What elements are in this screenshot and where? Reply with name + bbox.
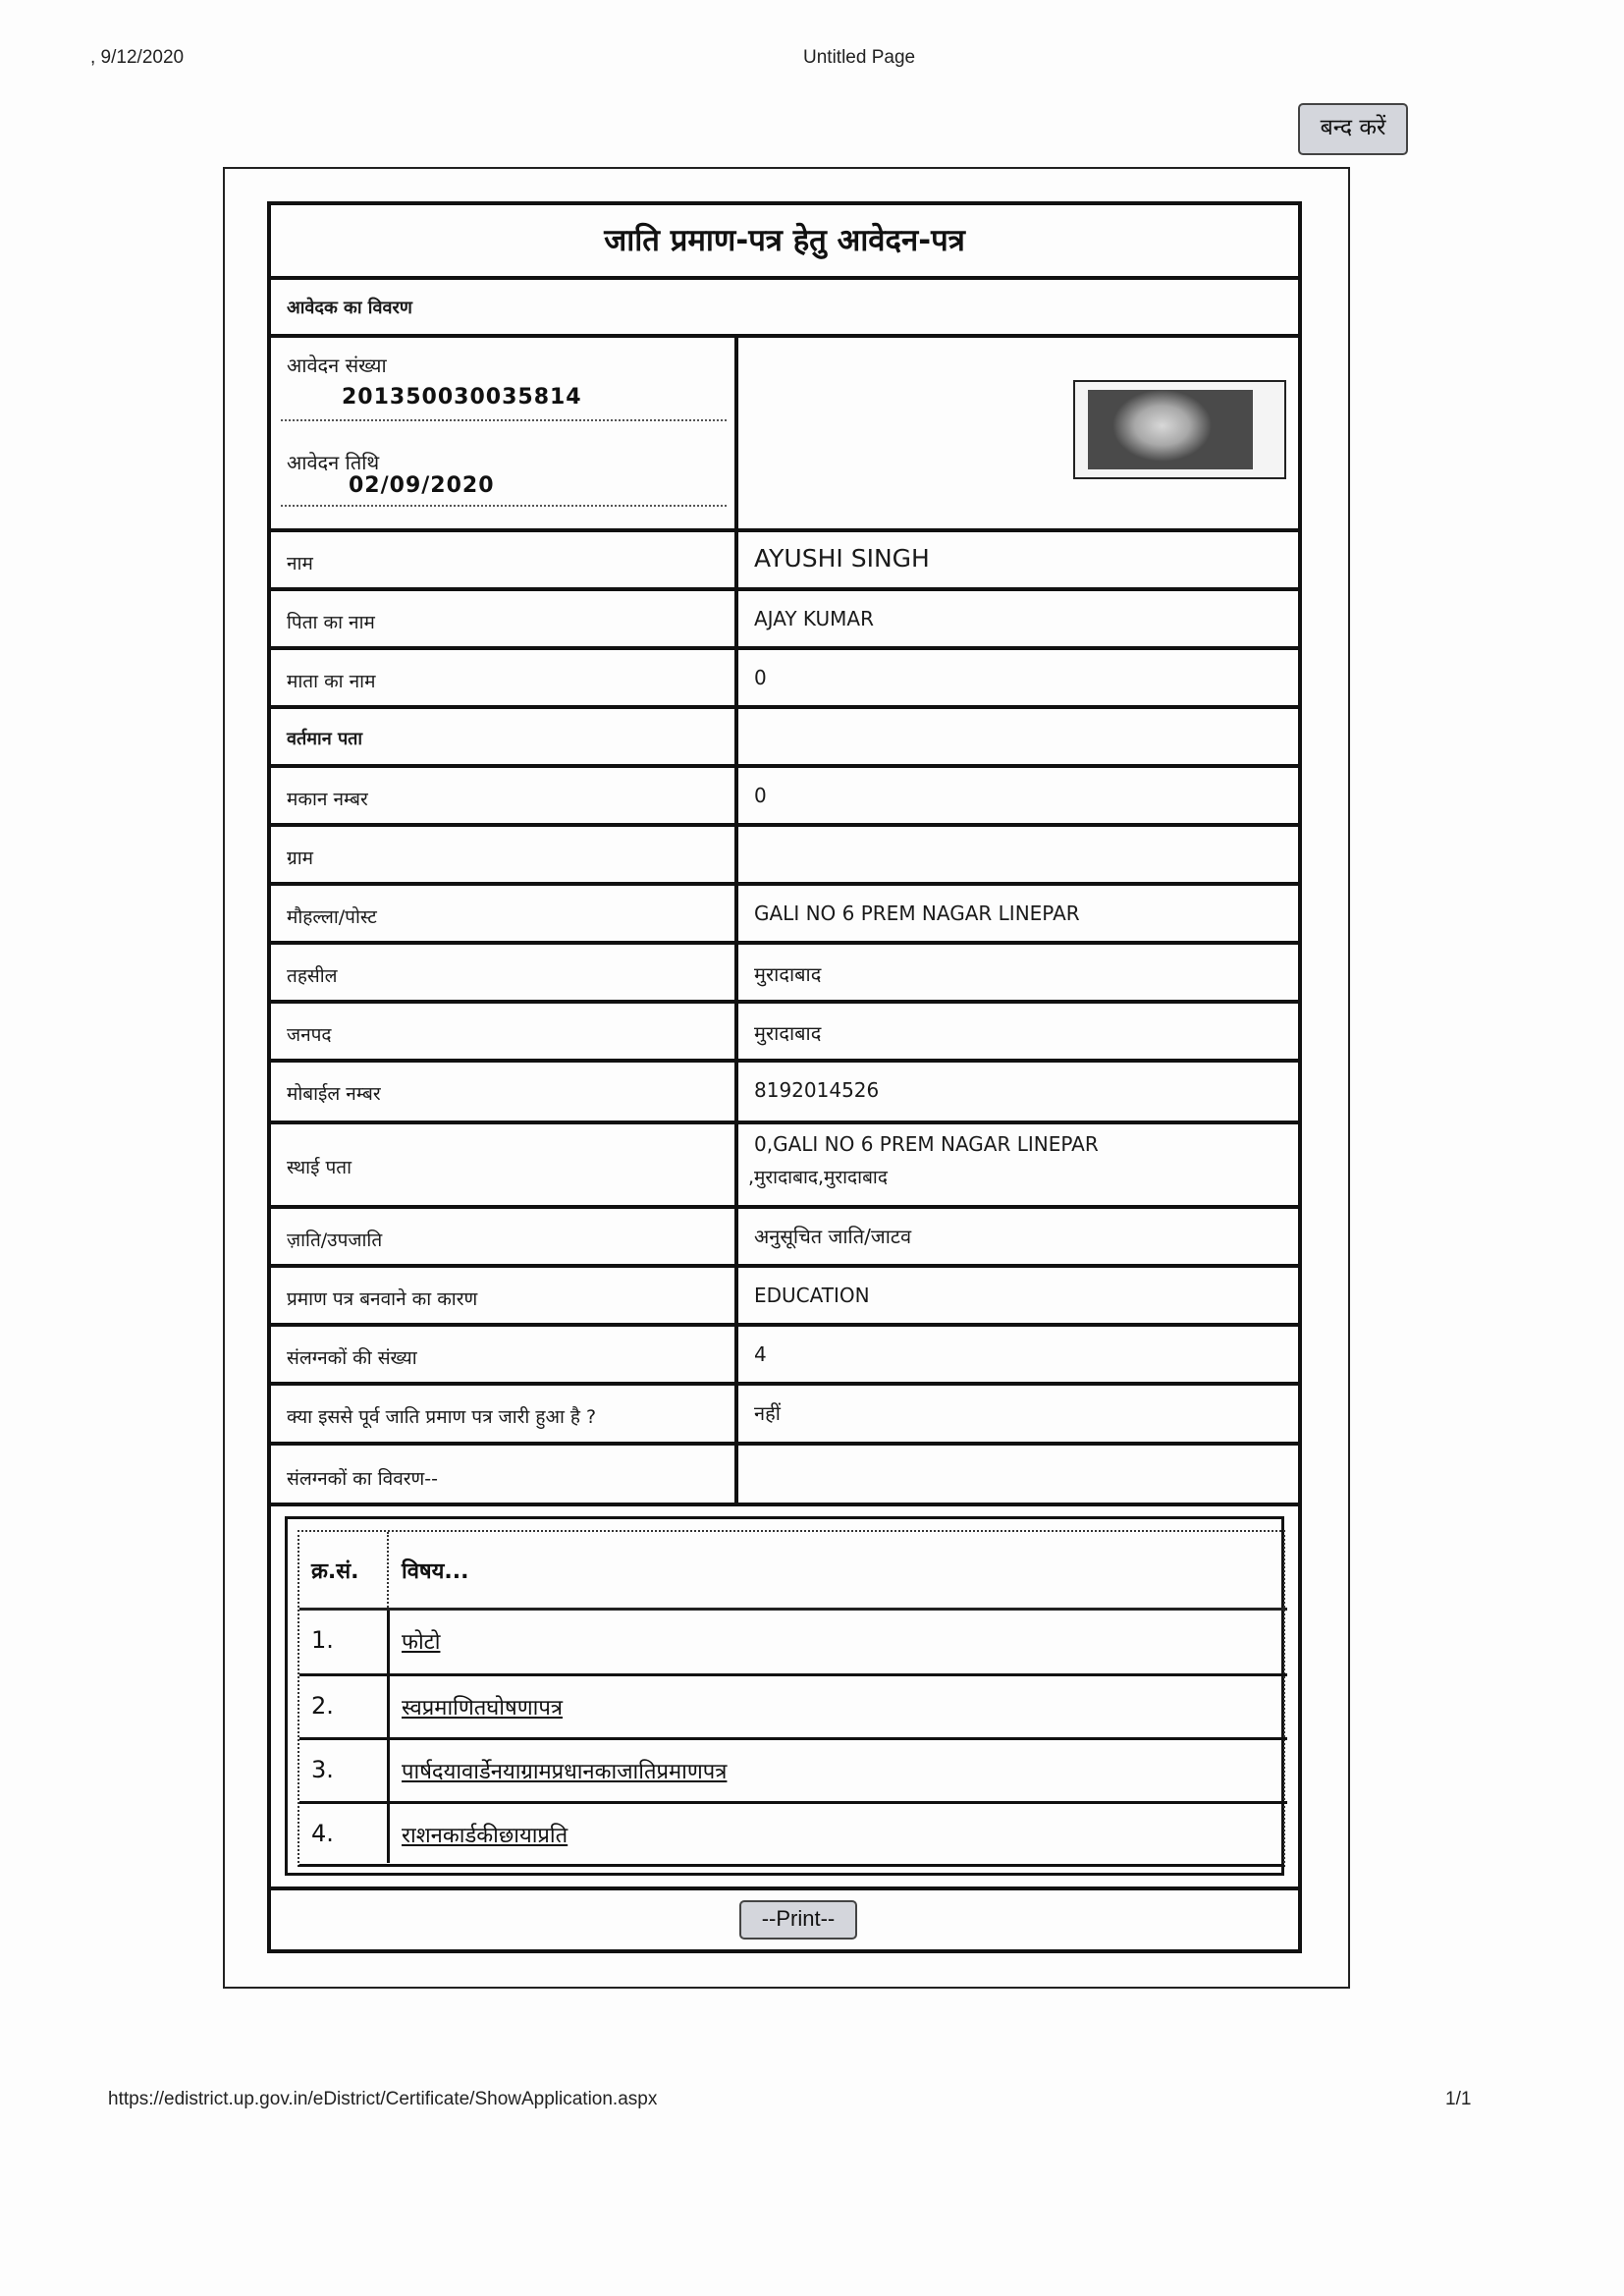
column-divider xyxy=(734,1264,738,1323)
attachment-link[interactable]: स्वप्रमाणितघोषणापत्र xyxy=(402,1696,563,1721)
attachment-number: 3. xyxy=(311,1756,334,1783)
column-divider xyxy=(387,1740,390,1801)
field-value: नहीं xyxy=(754,1401,781,1425)
field-value: 0 xyxy=(754,666,767,689)
column-divider xyxy=(734,587,738,646)
field-label: प्रमाण पत्र बनवाने का कारण xyxy=(287,1288,478,1310)
field-label: मौहल्ला/पोस्ट xyxy=(287,906,377,928)
form-title: जाति प्रमाण-पत्र हेतु आवेदन-पत्र xyxy=(604,223,965,258)
field-label: पिता का नाम xyxy=(287,612,375,633)
field-row-house-number xyxy=(267,764,1302,823)
field-row-mobile xyxy=(267,1059,1302,1121)
field-value-line2: ,मुरादाबाद,मुरादाबाद xyxy=(748,1167,888,1188)
page-count: 1/1 xyxy=(1445,2089,1472,2109)
field-row-village xyxy=(267,823,1302,882)
field-row-reason xyxy=(267,1264,1302,1323)
attachment-row xyxy=(299,1608,1287,1673)
field-label: ज़ाति/उपजाति xyxy=(287,1230,383,1251)
attachment-row xyxy=(299,1801,1287,1863)
print-date: , 9/12/2020 xyxy=(90,47,185,68)
header-serial-number: क्र.सं. xyxy=(311,1559,359,1584)
application-number-label: आवेदन संख्या xyxy=(287,354,387,377)
column-divider xyxy=(387,1532,389,1608)
column-divider xyxy=(734,1205,738,1264)
column-divider xyxy=(734,334,738,528)
field-value: अनुसूचित जाति/जाटव xyxy=(754,1225,912,1248)
field-row-attachment-details xyxy=(267,1442,1302,1503)
column-divider xyxy=(734,1442,738,1503)
attachment-number: 1. xyxy=(311,1626,334,1654)
application-info-row xyxy=(267,334,1302,528)
field-label: ग्राम xyxy=(287,847,313,869)
column-divider xyxy=(734,882,738,941)
field-row-father-name xyxy=(267,587,1302,646)
field-value: मुरादाबाद xyxy=(754,1021,822,1045)
field-label: संलग्नकों का विवरण-- xyxy=(287,1468,438,1490)
field-value: AJAY KUMAR xyxy=(754,607,874,630)
attachment-number: 4. xyxy=(311,1820,334,1847)
column-divider xyxy=(734,941,738,1000)
divider-line xyxy=(281,505,727,507)
attachment-link[interactable]: राशनकार्डकीछायाप्रति xyxy=(402,1824,568,1848)
field-label: माता का नाम xyxy=(287,671,376,692)
column-divider xyxy=(734,1059,738,1121)
attachments-header-row xyxy=(299,1532,1283,1608)
attachments-box xyxy=(285,1516,1284,1876)
field-label: मोबाईल नम्बर xyxy=(287,1083,381,1105)
field-row-mother-name xyxy=(267,646,1302,705)
page-url: https://edistrict.up.gov.in/eDistrict/Certificate/ShowApplication.aspx xyxy=(108,2089,658,2109)
field-label: संलग्नकों की संख्या xyxy=(287,1347,417,1369)
field-row-permanent-address xyxy=(267,1121,1302,1205)
section-heading-row xyxy=(267,276,1302,334)
field-value: 8192014526 xyxy=(754,1078,880,1102)
column-divider xyxy=(734,764,738,823)
field-label: नाम xyxy=(287,553,313,574)
column-divider xyxy=(734,528,738,587)
field-row-name xyxy=(267,528,1302,587)
attachments-row xyxy=(267,1503,1302,1886)
column-divider xyxy=(734,705,738,764)
column-divider xyxy=(734,823,738,882)
column-divider xyxy=(734,1382,738,1442)
print-button[interactable]: --Print-- xyxy=(739,1900,857,1940)
field-row-locality xyxy=(267,882,1302,941)
field-value: EDUCATION xyxy=(754,1284,870,1307)
field-row-tehsil xyxy=(267,941,1302,1000)
column-divider xyxy=(734,646,738,705)
field-row-district xyxy=(267,1000,1302,1059)
application-date: 02/09/2020 xyxy=(349,473,495,498)
application-number: 201350030035814 xyxy=(342,385,582,410)
field-row-current-address xyxy=(267,705,1302,764)
attachments-table xyxy=(298,1530,1285,1867)
field-label: स्थाई पता xyxy=(287,1157,352,1178)
divider-line xyxy=(281,419,727,421)
field-label: मकान नम्बर xyxy=(287,789,368,810)
field-value: 4 xyxy=(754,1342,767,1366)
field-row-attachment-count xyxy=(267,1323,1302,1382)
field-label: क्या इससे पूर्व जाति प्रमाण पत्र जारी हुआ है ? xyxy=(287,1406,597,1428)
column-divider xyxy=(734,1323,738,1382)
field-row-caste xyxy=(267,1205,1302,1264)
header-subject: विषय... xyxy=(402,1559,469,1584)
field-label: जनपद xyxy=(287,1024,332,1046)
attachment-number: 2. xyxy=(311,1692,334,1720)
column-divider xyxy=(387,1611,390,1673)
column-divider xyxy=(387,1676,390,1737)
page-title: Untitled Page xyxy=(803,47,916,68)
column-divider xyxy=(734,1000,738,1059)
field-value: AYUSHI SINGH xyxy=(754,544,930,573)
section-heading: आवेदक का विवरण xyxy=(287,298,412,318)
field-value-line1: 0,GALI NO 6 PREM NAGAR LINEPAR xyxy=(754,1132,1099,1156)
field-label: तहसील xyxy=(287,965,338,987)
applicant-photo xyxy=(1088,390,1253,469)
applicant-photo-frame xyxy=(1073,380,1286,479)
field-value: GALI NO 6 PREM NAGAR LINEPAR xyxy=(754,902,1080,925)
field-value: मुरादाबाद xyxy=(754,962,822,986)
close-button[interactable]: बन्द करें xyxy=(1298,103,1408,155)
field-label: वर्तमान पता xyxy=(287,729,363,749)
column-divider xyxy=(387,1804,390,1863)
attachment-link[interactable]: पार्षदयावार्डेनयाग्रामप्रधानकाजातिप्रमाणपत्र xyxy=(402,1760,728,1784)
field-row-previous-certificate xyxy=(267,1382,1302,1442)
field-value: 0 xyxy=(754,784,767,807)
attachment-link[interactable]: फोटो xyxy=(402,1630,441,1655)
form-title-row xyxy=(267,201,1302,276)
column-divider xyxy=(734,1121,738,1205)
attachment-row xyxy=(299,1737,1287,1801)
print-row xyxy=(267,1886,1302,1953)
attachment-row xyxy=(299,1673,1287,1737)
application-date-label: आवेदन तिथि xyxy=(287,451,380,474)
